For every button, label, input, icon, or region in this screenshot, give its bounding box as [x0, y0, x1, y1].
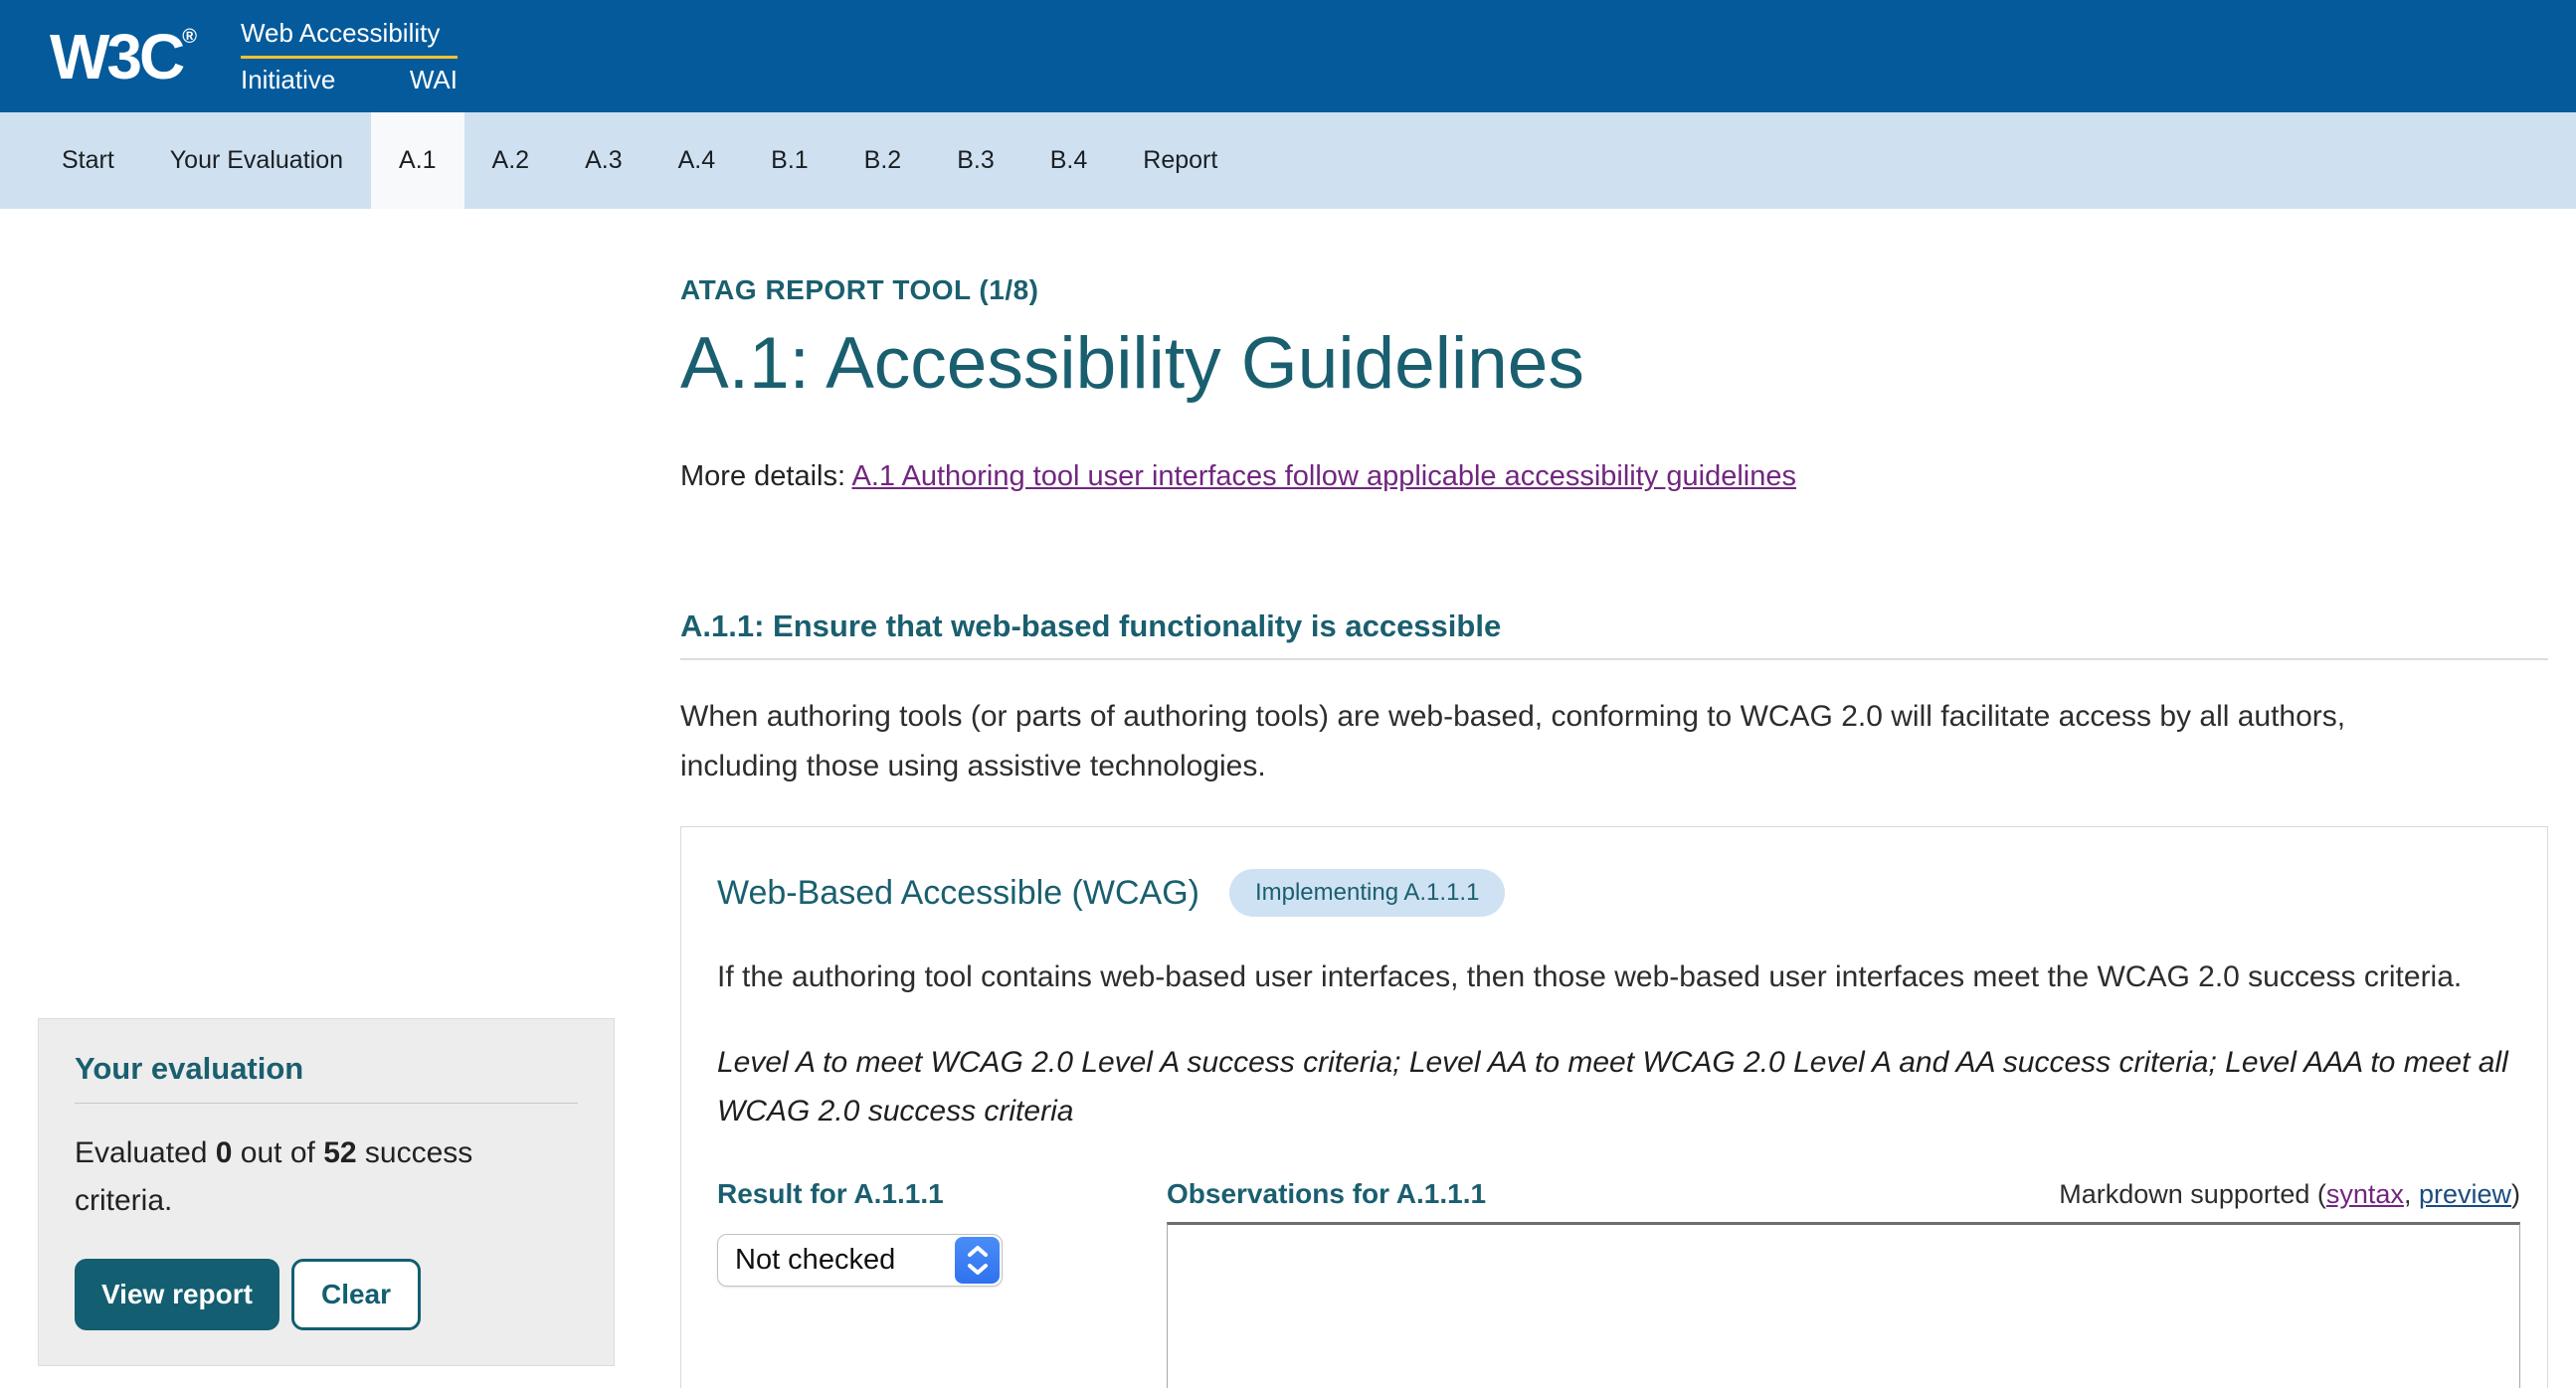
result-observations-row: [717, 1178, 2520, 1388]
more-details-link[interactable]: A.1 Authoring tool user interfaces follow applicable accessibility guidelines: [851, 460, 1796, 492]
wai-logo-line1: Web Accessibility: [241, 18, 458, 59]
registered-mark-icon: ®: [182, 25, 197, 48]
wai-logo-wai: WAI: [409, 64, 458, 94]
success-criterion-description: When authoring tools (or parts of authoring tools) are web-based, conforming to WCAG 2.0 will facilitate access by all authors, including those using assistive technologies.: [680, 700, 2346, 782]
result-select[interactable]: [717, 1234, 1003, 1287]
evaluated-count: 0: [215, 1136, 233, 1169]
select-stepper-icon: [955, 1237, 1000, 1284]
markdown-note-post: ): [2511, 1178, 2520, 1209]
conformance-levels-note: Level A to meet WCAG 2.0 Level A success criteria; Level AA to meet WCAG 2.0 Level A and AA success criteria; Level AAA to meet all WCAG 2.0 success criteria: [717, 1045, 2508, 1128]
success-criterion-heading: A.1.1: Ensure that web-based functionality is accessible: [680, 608, 1502, 643]
evaluation-buttons: [75, 1259, 578, 1330]
markdown-note-pre: Markdown supported (: [2059, 1178, 2326, 1209]
nav-item-start[interactable]: Start: [62, 146, 114, 174]
observations-label: Observations for A.1.1.1: [1167, 1177, 1487, 1209]
nav-item-a1[interactable]: A.1: [371, 112, 464, 209]
markdown-preview-link[interactable]: preview: [2418, 1178, 2511, 1209]
w3c-logo-text: W3C: [50, 20, 183, 92]
more-details-line: [680, 460, 2548, 493]
nav-item-your-evaluation[interactable]: Your Evaluation: [169, 146, 344, 174]
markdown-note-sep: ,: [2403, 1178, 2419, 1209]
nav-item-a3[interactable]: A.3: [585, 146, 623, 174]
main-content: [680, 274, 2548, 1388]
nav-item-a4[interactable]: A.4: [677, 146, 716, 174]
result-column: [717, 1178, 1167, 1388]
page-title: A.1: Accessibility Guidelines: [680, 323, 1584, 404]
evaluation-summary-panel: [38, 1018, 615, 1366]
nav-item-b3[interactable]: B.3: [957, 146, 995, 174]
evaluated-total: 52: [323, 1136, 357, 1169]
observations-column: [1167, 1178, 2520, 1388]
nav-item-report[interactable]: Report: [1143, 146, 1218, 174]
nav-item-b2[interactable]: B.2: [863, 146, 902, 174]
implementing-badge: Implementing A.1.1.1: [1229, 869, 1505, 917]
criterion-card-header: [717, 869, 2520, 917]
evaluated-post: success criteria.: [75, 1136, 473, 1217]
markdown-syntax-link[interactable]: syntax: [2325, 1178, 2404, 1209]
w3c-logo[interactable]: [50, 20, 197, 92]
evaluation-progress-text: [75, 1129, 522, 1225]
section-divider: [680, 658, 2548, 660]
evaluated-mid: out of: [232, 1136, 324, 1169]
criterion-description: If the authoring tool contains web-based user interfaces, then those web-based user interfaces meet the WCAG 2.0 success criteria.: [717, 960, 2463, 993]
tool-step-eyebrow: ATAG REPORT TOOL (1/8): [680, 274, 1039, 305]
main-nav: [0, 112, 2576, 209]
nav-item-a2[interactable]: A.2: [491, 146, 530, 174]
nav-item-b1[interactable]: B.1: [771, 146, 809, 174]
wai-logo[interactable]: [241, 18, 458, 95]
criterion-card: [680, 826, 2548, 1388]
evaluation-summary-divider: [75, 1103, 578, 1104]
observations-textarea[interactable]: [1167, 1222, 2520, 1388]
more-details-label: More details:: [680, 460, 852, 492]
criterion-title: Web-Based Accessible (WCAG): [717, 873, 1199, 912]
evaluated-pre: Evaluated: [75, 1136, 216, 1169]
view-report-button[interactable]: View report: [75, 1259, 279, 1330]
wai-logo-initiative: Initiative: [240, 64, 336, 94]
header: [0, 0, 2576, 112]
clear-button[interactable]: Clear: [291, 1259, 421, 1330]
result-select-value: Not checked: [735, 1243, 896, 1276]
evaluation-summary-title: Your evaluation: [75, 1051, 304, 1086]
observations-header: [1167, 1178, 2520, 1210]
markdown-note: [2059, 1179, 2520, 1210]
nav-item-b4[interactable]: B.4: [1049, 146, 1088, 174]
result-label: Result for A.1.1.1: [717, 1177, 944, 1209]
